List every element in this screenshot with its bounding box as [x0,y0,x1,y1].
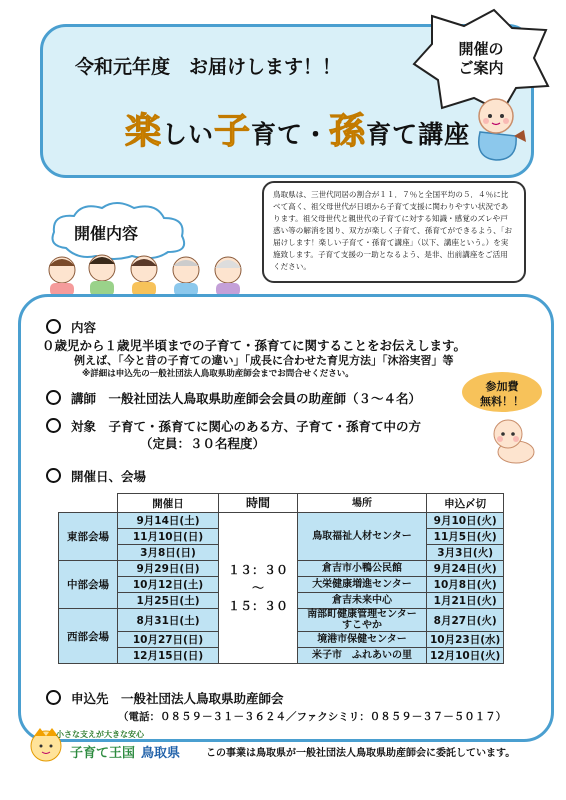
apply-row [46,689,284,707]
target-row [46,417,421,435]
deadline-cell: 10月8日(火) [427,577,504,593]
content-heading [46,318,96,336]
schedule-heading [46,467,146,485]
baby-illustration-icon [466,92,530,164]
section-title: 開催内容 [74,224,139,243]
free-badge-line-1: 参加費 [485,380,519,393]
free-badge-line-2: 無料！！ [480,395,524,408]
target-label: 対象 [71,419,97,434]
place-cell: 倉吉市小鴨公民館 [298,561,427,577]
deadline-cell: 8月27日(火) [427,609,504,632]
date-cell: 9月14日(土) [118,513,219,529]
venue-west: 西部会場 [59,609,118,664]
date-cell: 9月29日(日) [118,561,219,577]
apply-org: 一般社団法人鳥取県助産師会 [121,691,284,706]
venue-east: 東部会場 [59,513,118,561]
time-start: １３：３０ [227,563,288,577]
header-place: 場所 [298,494,427,513]
time-separator: ～ [251,581,264,595]
place-cell: 米子市 ふれあいの里 [298,648,427,664]
capacity: （定員：３０名程度） [140,436,266,451]
header-deadline: 申込〆切 [427,494,504,513]
lecturer-text: 一般社団法人鳥取県助産師会会員の助産師（３～４名） [108,391,422,406]
footer-note: この事業は鳥取県が一般社団法人鳥取県助産師会に委託しています。 [206,748,516,759]
deadline-cell: 9月10日(火) [427,513,504,529]
place-line-2: すこやか [342,620,382,631]
header-date: 開催日 [118,494,219,513]
badge-text [433,40,529,78]
place-cell [298,609,427,632]
date-cell: 12月15日(日) [118,648,219,664]
deadline-cell: 11月5日(火) [427,529,504,545]
place-cell: 倉吉未来中心 [298,593,427,609]
family-illustration-icon [40,252,250,296]
circle-bullet-icon [46,319,61,334]
logo-tagline: 小さな支えが大きな安心 [56,730,144,739]
deadline-cell: 1月21日(火) [427,593,504,609]
crawling-baby-icon [488,414,538,466]
lecturer-row [46,389,421,407]
logo-main: 子育て王国 [70,746,136,761]
date-cell: 3月8日(日) [118,545,219,561]
title-part-6: 育て講座 [366,120,471,149]
lecturer-label: 講師 [71,391,97,406]
logo-text [70,742,180,761]
schedule-heading-label: 開催日、会場 [71,469,147,484]
title-part-3: 子 [214,111,252,152]
contact-info: （電話：０８５９－３１－３６２４／ファクシミリ：０８５９－３７－５０１７） [118,711,507,723]
title-part-4: 育て・ [251,120,330,149]
title-part-2: しい [162,120,215,149]
content-line-2: 例えば、「今と昔の子育ての違い」「成長に合わせた育児方法」「沐浴実習」等 [74,354,454,367]
circle-bullet-icon [46,390,61,405]
schedule-table [58,493,504,664]
deadline-cell: 9月24日(火) [427,561,504,577]
content-note: ※詳細は申込先の一般社団法人鳥取県助産師会までお問合せください。 [82,369,354,379]
time-cell [219,513,298,664]
place-cell: 鳥取福祉人材センター [298,513,427,561]
badge-line-2: ご案内 [458,59,504,77]
title-part-5: 孫 [329,111,367,152]
intro-box: 鳥取県は、三世代同居の割合が１１．７％と全国平均の５．４％に比べて高く、祖父母世代が日頃から子育て支援に関わりやすい状況であります。祖父母世代と親世代の子育てに対する知識・感覚のズレや戸惑い等の解消を図り、双方が楽しく子育て、孫育てができるよう、「お届けします！楽しい子育て・孫育て講座」（以下、講座という。）を実施致します。子育て支援の一助となるよう、是非、出前講座をご活用ください。 [262,181,526,283]
badge-line-1: 開催の [458,40,504,58]
header-time: 時間 [219,494,298,513]
content-line-1: ０歳児から１歳児半頃までの子育て・孫育てに関することをお伝えします。 [42,338,467,353]
logo-pref: 鳥取県 [141,746,181,761]
date-cell: 8月31日(土) [118,609,219,632]
target-text: 子育て・孫育てに関心のある方、子育て・孫育て中の方 [108,419,422,434]
place-cell: 境港市保健センター [298,632,427,648]
apply-label: 申込先 [71,691,109,706]
date-cell: 1月25日(土) [118,593,219,609]
table-row [59,513,504,529]
circle-bullet-icon [46,468,61,483]
deadline-cell: 12月10日(火) [427,648,504,664]
header-line: 令和元年度 お届けします！！ [75,56,342,78]
circle-bullet-icon [46,418,61,433]
date-cell: 10月12日(土) [118,577,219,593]
table-header-row [59,494,504,513]
place-cell: 大栄健康増進センター [298,577,427,593]
venue-central: 中部会場 [59,561,118,609]
deadline-cell: 10月23日(水) [427,632,504,648]
date-cell: 10月27日(日) [118,632,219,648]
deadline-cell: 3月3日(火) [427,545,504,561]
circle-bullet-icon [46,690,61,705]
place-line-1: 南部町健康管理センター [307,609,417,620]
time-end: １５：３０ [227,599,288,613]
title-part-1: 楽 [125,111,163,152]
content-heading-label: 内容 [71,320,97,335]
date-cell: 11月10日(日) [118,529,219,545]
table-corner [59,494,118,513]
